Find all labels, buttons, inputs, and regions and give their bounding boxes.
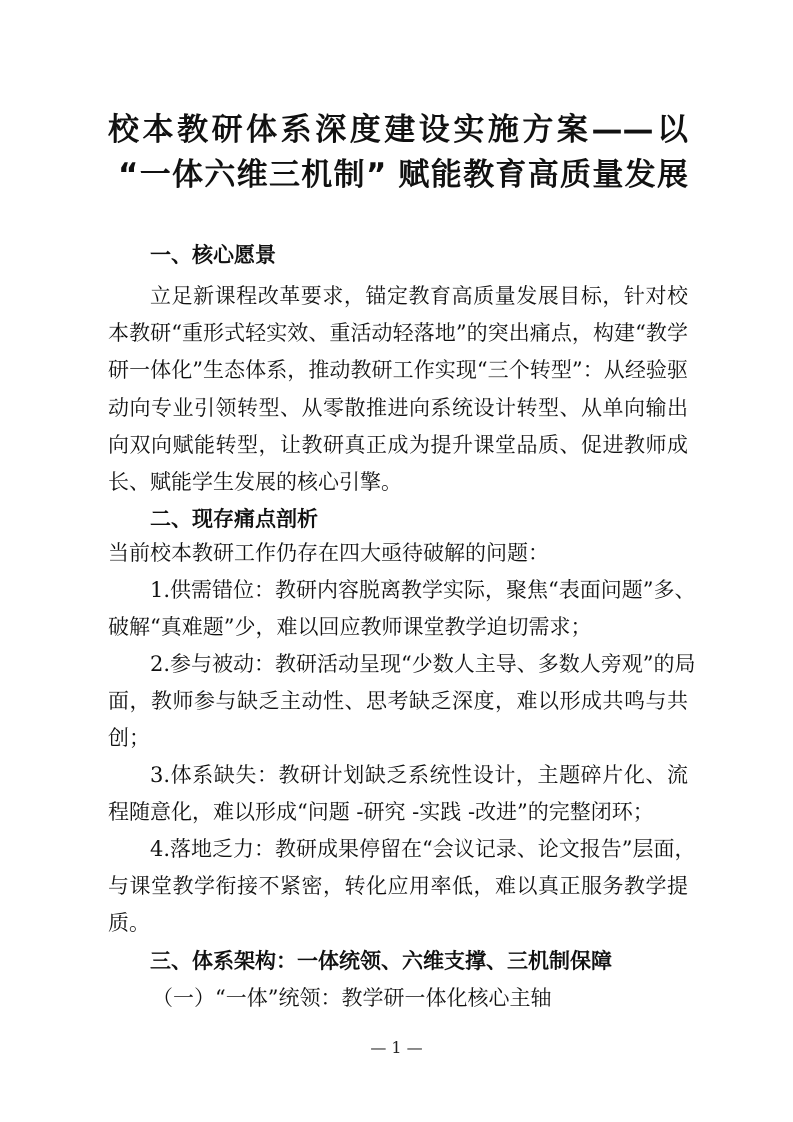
paragraph-line: 当前校本教研工作仍存在四大亟待破解的问题： [108, 541, 549, 565]
list-item-line: 3.体系缺失：教研计划缺乏系统性设计，主题碎片化、流 [150, 763, 688, 787]
list-item-line: 1.供需错位：教研内容脱离教学实际，聚焦“表面问题”多、 [150, 578, 696, 602]
list-item-line: 面，教师参与缺乏主动性、思考缺乏深度，难以形成共鸣与共 [108, 689, 688, 713]
section-heading-3: 三、体系架构：一体统领、六维支撑、三机制保障 [150, 949, 612, 973]
list-item-line: 2.参与被动：教研活动呈现“少数人主导、多数人旁观”的局 [150, 652, 696, 676]
paragraph-line: 研一体化”生态体系，推动教研工作实现“三个转型”：从经验驱 [108, 358, 688, 382]
document-title-line-1: 校本教研体系深度建设实施方案——以 [108, 112, 688, 148]
page-number: — 1 — [370, 1038, 423, 1057]
paragraph-line: 长、赋能学生发展的核心引擎。 [108, 470, 402, 494]
subsection-heading-1: （一）“一体”统领：教学研一体化核心主轴 [152, 986, 552, 1010]
paragraph-line: 动向专业引领转型、从零散推进向系统设计转型、从单向输出 [108, 396, 688, 420]
document-title-line-2: “一体六维三机制” 赋能教育高质量发展 [118, 157, 688, 193]
list-item-line: 质。 [108, 911, 150, 935]
section-heading-1: 一、核心愿景 [150, 243, 276, 267]
list-item-line: 与课堂教学衔接不紧密，转化应用率低，难以真正服务教学提 [108, 874, 688, 898]
paragraph-line: 向双向赋能转型，让教研真正成为提升课堂品质、促进教师成 [108, 433, 688, 457]
paragraph-line: 本教研“重形式轻实效、重活动轻落地”的突出痛点，构建“教学 [108, 321, 688, 345]
list-item-line: 程随意化，难以形成“问题 -研究 -实践 -改进”的完整闭环； [108, 800, 654, 824]
list-item-line: 破解“真难题”少，难以回应教师课堂教学迫切需求； [108, 615, 592, 639]
list-item-line: 4.落地乏力：教研成果停留在“会议记录、论文报告”层面， [150, 837, 696, 861]
paragraph-line: 立足新课程改革要求，锚定教育高质量发展目标，针对校 [150, 284, 688, 308]
list-item-line: 创； [108, 726, 150, 750]
section-heading-2: 二、现存痛点剖析 [150, 507, 318, 531]
